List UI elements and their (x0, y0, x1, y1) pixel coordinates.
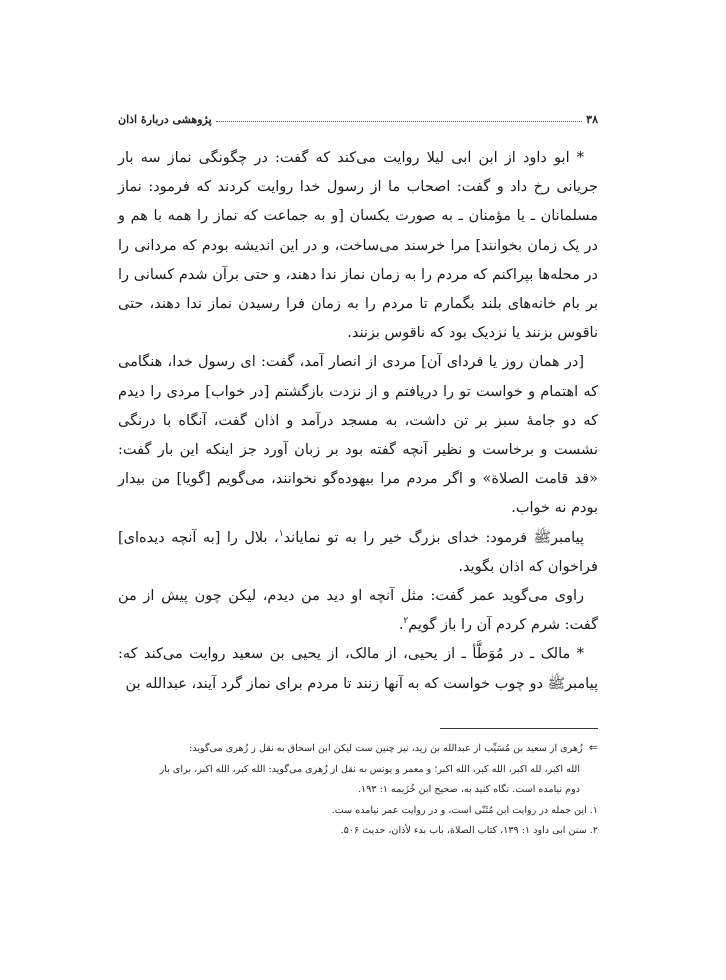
paragraph-malik-muwatta: * مالک ـ در مُوَطَّأ ـ از یحیی، از مالک، از یحیی بن سعید روایت می‌کند که: پیامبرﷺ دو چوب خواست که به آنها زنند تا مردم برای نماز گرد آیند، عبدالله بن (118, 646, 598, 692)
footnote-2: ۲. سنن ابی داود ۱: ۱۳۹، کتاب الصلاة، باب بدء لأذان، حدیث ۵۰۶. (340, 825, 598, 836)
page-number: ۳۸ (586, 113, 598, 126)
footnote-ref-2: ۲ (403, 616, 409, 627)
footnote-star-line-3: دوم نیامده است. نگاه کنید به، صحیح ابن خُزَیمه ۱: ۱۹۳. (357, 784, 580, 795)
main-text (118, 144, 598, 699)
header-dotted-leader (216, 121, 583, 122)
footnote-star-line-1: ⇐ زُهری از سعید بن مُسَیِّب از عبدالله بن زید، نیز چنین ست لیکن ابن اسحاق به نقل ز زُهری می‌گوید: (189, 741, 598, 754)
footnotes (118, 738, 598, 842)
footnote-ref-1: ۱ (278, 528, 284, 539)
paragraph-umar-saying: راوی می‌گوید عمر گفت: مثل آنچه او دید من دیدم، لیکن چون پیش از من گفت: شرم کردم آن را باز گویم$^۲$. (118, 588, 598, 634)
footnote-separator (440, 728, 598, 729)
footnote-1: ۱. این جمله در روایت ابن مُثَنّی است، و در روایت عمر نیامده ست. (331, 804, 598, 816)
footnote-star-line-2: الله اکبر، لله اکبر، الله کبر، الله اکبر؛ و معمر و یونس به نقل از زُهری می‌گوید: الله کبر، الله اکبر، برای بار (159, 763, 580, 775)
running-title: پژوهشی دربارهٔ اذان (118, 113, 212, 126)
arrow-icon: ⇐ (588, 741, 598, 754)
paragraph-prophet-reply: پیامبرﷺ فرمود: خدای بزرگ خیر را به تو نمایاند$^۱$، بلال را [به آنچه دیده‌ای] فراخوان که اذان بگوید. (118, 528, 598, 575)
running-header (118, 106, 598, 126)
paragraph-ansari-dream: [در همان روز یا فردای آن] مردی از انصار آمد، گفت: ای رسول خدا، هنگامی که اهتمام و خواست تو را دریافتم و از نزدت بازگشتم [در خواب] مردی را دیدم که دو جامهٔ سبز بر تن داشت، به مسجد درآمد و اذان گفت، آنگاه با درنگی نشست و برخاست و نظیر آنچه گفته بود بر زبان آورد جز اینکه این بار گفت: «قد قامت الصلاة» و اگر مردم مرا بیهوده‌گو نخوانند، می‌گویم [گویا] من بیدار بودم نه خواب. (118, 354, 598, 517)
paragraph-abu-dawud: * ابو داود از ابن ابی لیلا روایت می‌کند که گفت: در چگونگی نماز سه بار جریانی رخ داد و گفت: اصحاب ما از رسول خدا روایت کردند که فرمود: نماز مسلمانان ـ یا مؤمنان ـ به صورت یکسان [و به جماعت که نماز را همه با هم و در یک زمان بخوانند] مرا خرسند می‌ساخت، و در این اندیشه بودم که مردانی را در محله‌ها بپراکنم که مردم را به زمان نماز ندا دهند، و حتی برآن شدم کسانی را بر بام خانه‌های بلند بگمارم تا مردم را به زمان فرا رسیدن نماز ندا دهند، حتی ناقوس بزنند یا نزدیک بود که ناقوس بزنند. (118, 150, 598, 342)
